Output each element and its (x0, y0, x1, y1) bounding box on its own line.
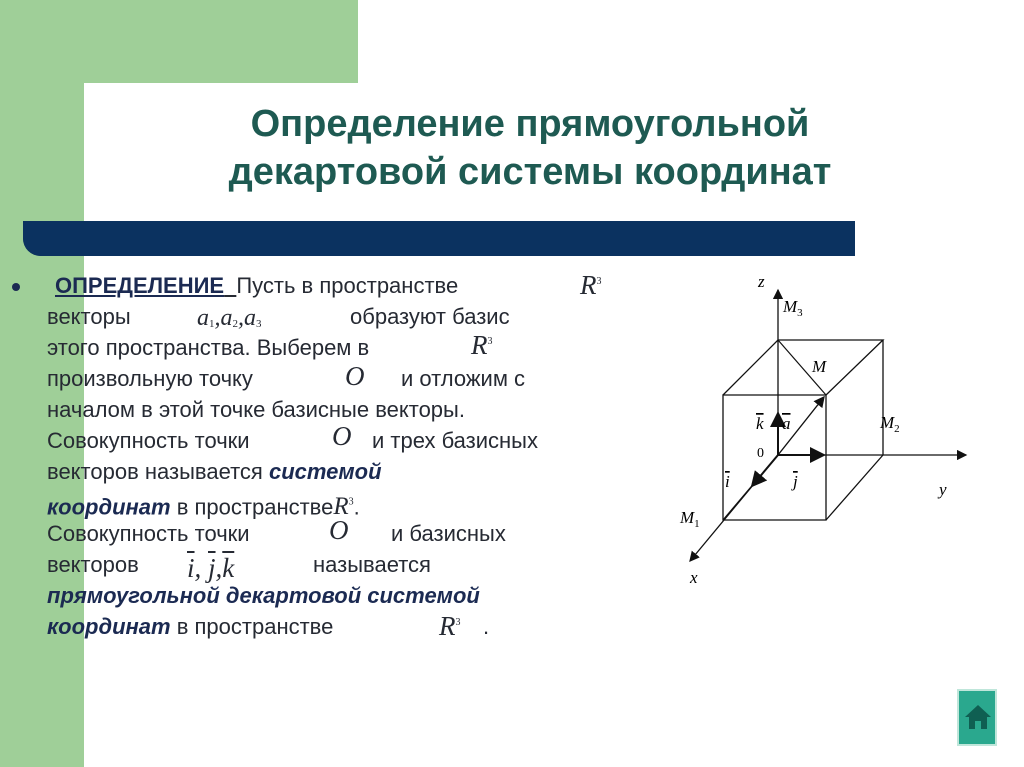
title-line-2: декартовой системы координат (228, 151, 832, 193)
label-x: x (690, 568, 698, 585)
label-M: M (812, 357, 827, 376)
definition-text (47, 270, 627, 642)
label-M1: $M_1$ (680, 508, 700, 530)
math-a-vectors: a1,a2,a3 (197, 305, 262, 331)
text-line-7: векторов называется системой (47, 459, 382, 484)
text-line-11: прямоугольной декартовой системой (47, 583, 480, 608)
text-line-8: координат в пространствеR$^3$. (47, 493, 360, 521)
home-button[interactable] (957, 689, 997, 746)
text-line-6: Совокупность точки O и трех базисных (47, 421, 538, 453)
text-line-1: ОПРЕДЕЛЕНИЕ Пусть в пространстве $R^3$ (47, 270, 627, 301)
text-line-5: началом в этой точке базисные векторы. (47, 397, 465, 422)
title-line-1: Определение прямоугольной (250, 103, 810, 145)
text-line-10: векторов $\overline{i}$, $\overline{j},\overline{k}$ называется (47, 552, 431, 583)
text-line-12: координат в пространстве $R^3$ . (47, 611, 627, 642)
text-line-9: Совокупность точки O и базисных (47, 515, 506, 546)
math-O-b: O (332, 421, 352, 451)
math-R3-d: $R^3$ (439, 611, 461, 641)
decor-title-bar (23, 221, 855, 256)
bullet-dot (12, 283, 20, 291)
label-M3: $M_3$ (783, 297, 803, 319)
text-line-3: этого пространства. Выберем в $R^3$ (47, 332, 627, 363)
math-O: O (345, 361, 365, 391)
math-R3-c: $R^3$ (333, 493, 354, 521)
text-line-2: векторы a1,a2,a3 образуют базис (47, 301, 627, 332)
home-icon (964, 703, 992, 731)
label-z: z (758, 272, 765, 291)
math-R3-b: $R^3$ (471, 330, 493, 360)
math-O-c: O (329, 515, 349, 545)
math-ijk: $\overline{i}$, $\overline{j},\overline{k}$ (187, 553, 235, 583)
definition-label: ОПРЕДЕЛЕНИЕ (55, 273, 225, 298)
label-j: j (793, 472, 798, 491)
text-line-4: произвольную точку O и отложим с (47, 361, 526, 391)
label-k: k (756, 414, 764, 433)
vector-i (752, 455, 778, 486)
label-a: a (782, 414, 791, 433)
label-M2: $M_2$ (880, 413, 900, 435)
label-i: i (725, 472, 730, 491)
coordinate-diagram (676, 265, 974, 585)
label-y: y (939, 480, 947, 499)
slide-title (150, 100, 910, 196)
label-origin: 0 (757, 446, 764, 461)
math-R3: $R^3$ (580, 270, 602, 300)
